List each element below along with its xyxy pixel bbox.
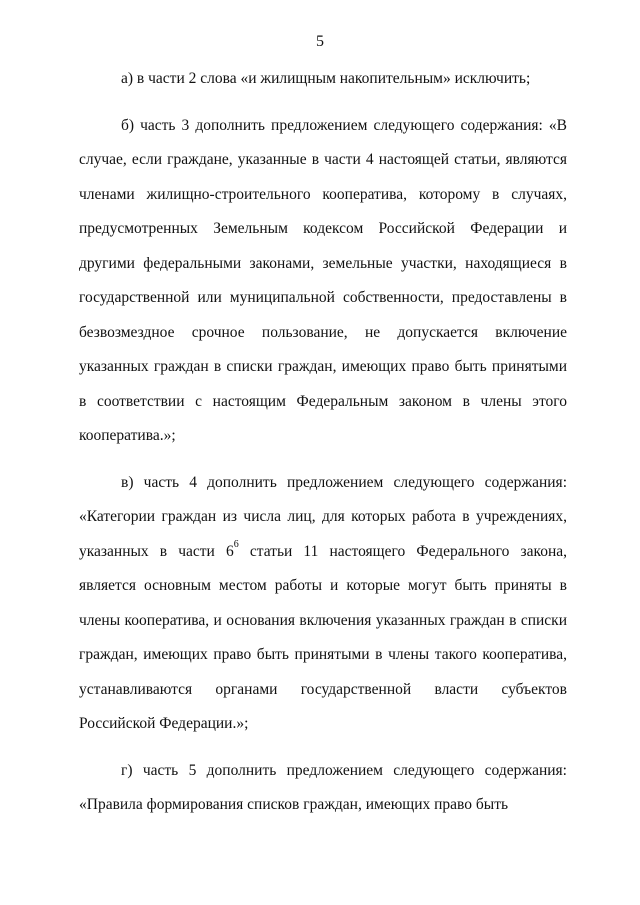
paragraph-v-text-before: в) часть 4 дополнить предложением следующего содержания: «Категории граждан из числа лиц, для которых работа в учреждениях, указанных в части 6: [79, 473, 567, 560]
paragraph-g: г) часть 5 дополнить предложением следующего содержания: «Правила формирования списков граждан, имеющих право быть: [79, 761, 567, 813]
document-body: [79, 62, 567, 823]
page-number: 5: [316, 33, 324, 50]
paragraph-v-text-after: статьи 11 настоящего Федерального закона, является основным местом работы и которые могут быть приняты в члены кооператива, и основания включения указанных граждан в списки граждан, имеющих право быть принятыми в члены такого кооператива, устанавливаются органами государственной власти субъектов Российской Федерации.»;: [79, 542, 568, 732]
paragraph-a: а) в части 2 слова «и жилищным накопительным» исключить;: [121, 70, 531, 87]
superscript-article-part: 6: [233, 539, 239, 551]
paragraph-v: [79, 466, 567, 742]
paragraph-b: б) часть 3 дополнить предложением следующего содержания: «В случае, если граждане, указанные в части 4 настоящей статьи, являются членами жилищно-строительного кооператива, которому в случаях, предусмотренных Земельным кодексом Российской Федерации и другими федеральными законами, земельные участки, находящиеся в государственной или муниципальной собственности, предоставлены в безвозмездное срочное пользование, не допускается включение указанных граждан в списки граждан, имеющих право быть принятыми в соответствии с настоящим Федеральным законом в члены этого кооператива.»;: [79, 116, 567, 444]
